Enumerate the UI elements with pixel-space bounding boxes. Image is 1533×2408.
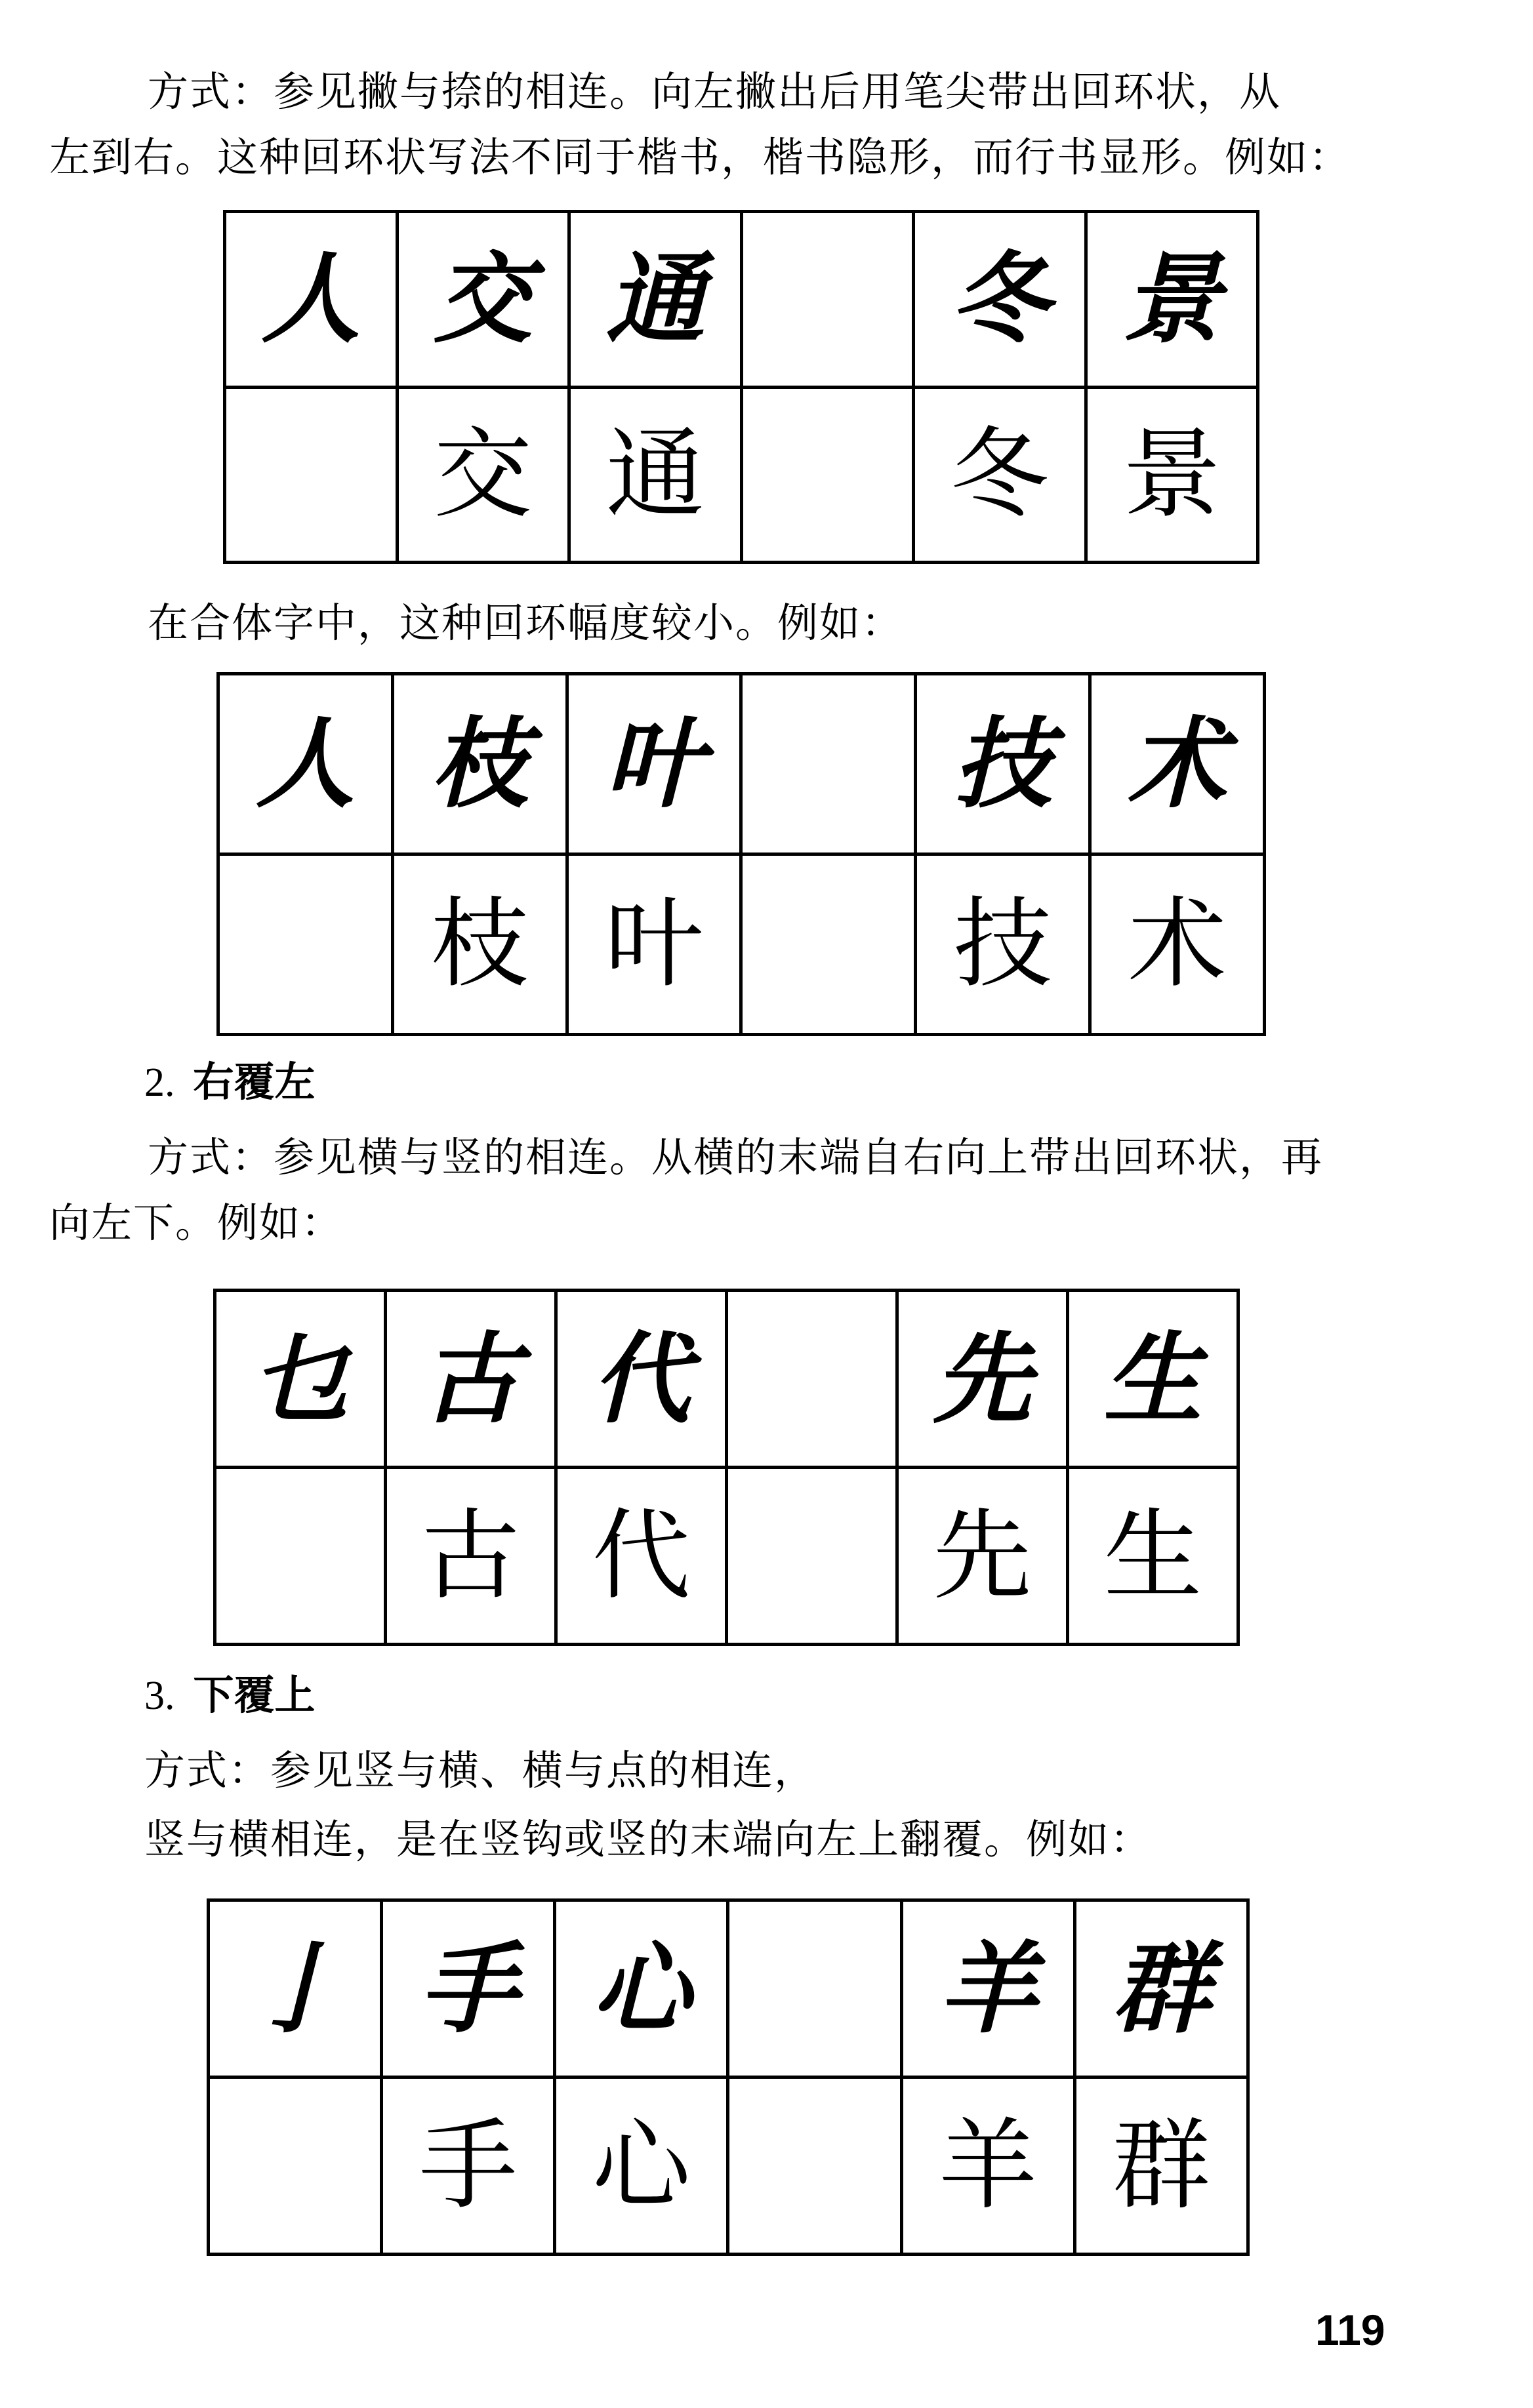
example-table-1 [223, 210, 1259, 564]
character-cell: 心 [555, 2077, 728, 2255]
character-cell: 枝 [392, 854, 567, 1035]
character-cell: 通 [569, 212, 742, 388]
character-cell [741, 674, 916, 854]
regular-row [225, 387, 1258, 563]
character-cell: 叶 [567, 674, 741, 854]
paragraph-line: 左到右。这种回环状写法不同于楷书，楷书隐形，而行书显形。例如： [49, 133, 1351, 181]
character-cell: 代 [556, 1291, 727, 1468]
character-cell [209, 2077, 382, 2255]
character-cell: 冬 [914, 212, 1086, 388]
section-number: 3. [144, 1674, 175, 1718]
character-cell [741, 212, 914, 388]
character-cell: 群 [1074, 1900, 1248, 2077]
character-cell: 人 [225, 212, 398, 388]
example-table-2 [216, 672, 1266, 1036]
character-cell: 交 [397, 387, 569, 563]
character-cell: 古 [386, 1468, 556, 1645]
character-cell: 冬 [914, 387, 1086, 563]
paragraph-line: 向左下。例如： [49, 1199, 344, 1247]
character-cell: 枝 [392, 674, 567, 854]
cursive-row [215, 1291, 1238, 1468]
character-cell: 术 [1090, 674, 1265, 854]
character-cell: 术 [1090, 854, 1265, 1035]
character-cell [728, 2077, 901, 2255]
cursive-row [218, 674, 1265, 854]
cursive-row [209, 1900, 1248, 2077]
character-cell: 技 [916, 854, 1090, 1035]
character-cell [741, 854, 916, 1035]
character-cell: 乜 [215, 1291, 386, 1468]
character-cell: 交 [397, 212, 569, 388]
character-cell: 人 [218, 674, 393, 854]
character-cell: 景 [1086, 387, 1258, 563]
page-number: 119 [1315, 2306, 1385, 2354]
example-table-3 [213, 1289, 1240, 1646]
character-cell: 羊 [901, 2077, 1074, 2255]
character-cell: 先 [897, 1291, 1068, 1468]
character-cell: 群 [1074, 2077, 1248, 2255]
character-cell [727, 1291, 897, 1468]
character-cell [741, 387, 914, 563]
section-heading [144, 1669, 316, 1722]
character-cell: 叶 [567, 854, 741, 1035]
paragraph-line: 竖与横相连，是在竖钩或竖的末端向左上翻覆。例如： [144, 1815, 1153, 1863]
paragraph-line: 方式：参见竖与横、横与点的相连， [144, 1746, 817, 1794]
character-cell [727, 1468, 897, 1645]
cursive-row [225, 212, 1258, 388]
character-cell [215, 1468, 386, 1645]
section-title: 右覆左 [193, 1058, 316, 1106]
character-cell: 代 [556, 1468, 727, 1645]
paragraph-line: 在合体字中，这种回环幅度较小。例如： [148, 599, 904, 647]
character-cell: 生 [1068, 1468, 1238, 1645]
section-title: 下覆上 [193, 1671, 316, 1719]
character-cell [218, 854, 393, 1035]
example-table-4 [207, 1898, 1250, 2256]
character-cell: 古 [386, 1291, 556, 1468]
character-cell: 先 [897, 1468, 1068, 1645]
character-cell: 通 [569, 387, 742, 563]
regular-row [215, 1468, 1238, 1645]
character-cell: 手 [382, 1900, 555, 2077]
paragraph-line: 方式：参见撇与捺的相连。向左撇出后用笔尖带出回环状，从 [148, 68, 1282, 115]
character-cell: 景 [1086, 212, 1258, 388]
character-cell: 手 [382, 2077, 555, 2255]
character-cell [225, 387, 398, 563]
character-cell: 技 [916, 674, 1090, 854]
character-cell: 生 [1068, 1291, 1238, 1468]
section-heading [144, 1056, 316, 1109]
paragraph-line: 方式：参见横与竖的相连。从横的末端自右向上带出回环状，再 [148, 1133, 1324, 1181]
regular-row [209, 2077, 1248, 2255]
character-cell [728, 1900, 901, 2077]
regular-row [218, 854, 1265, 1035]
character-cell: 亅 [209, 1900, 382, 2077]
character-cell: 心 [555, 1900, 728, 2077]
section-number: 2. [144, 1060, 175, 1105]
character-cell: 羊 [901, 1900, 1074, 2077]
